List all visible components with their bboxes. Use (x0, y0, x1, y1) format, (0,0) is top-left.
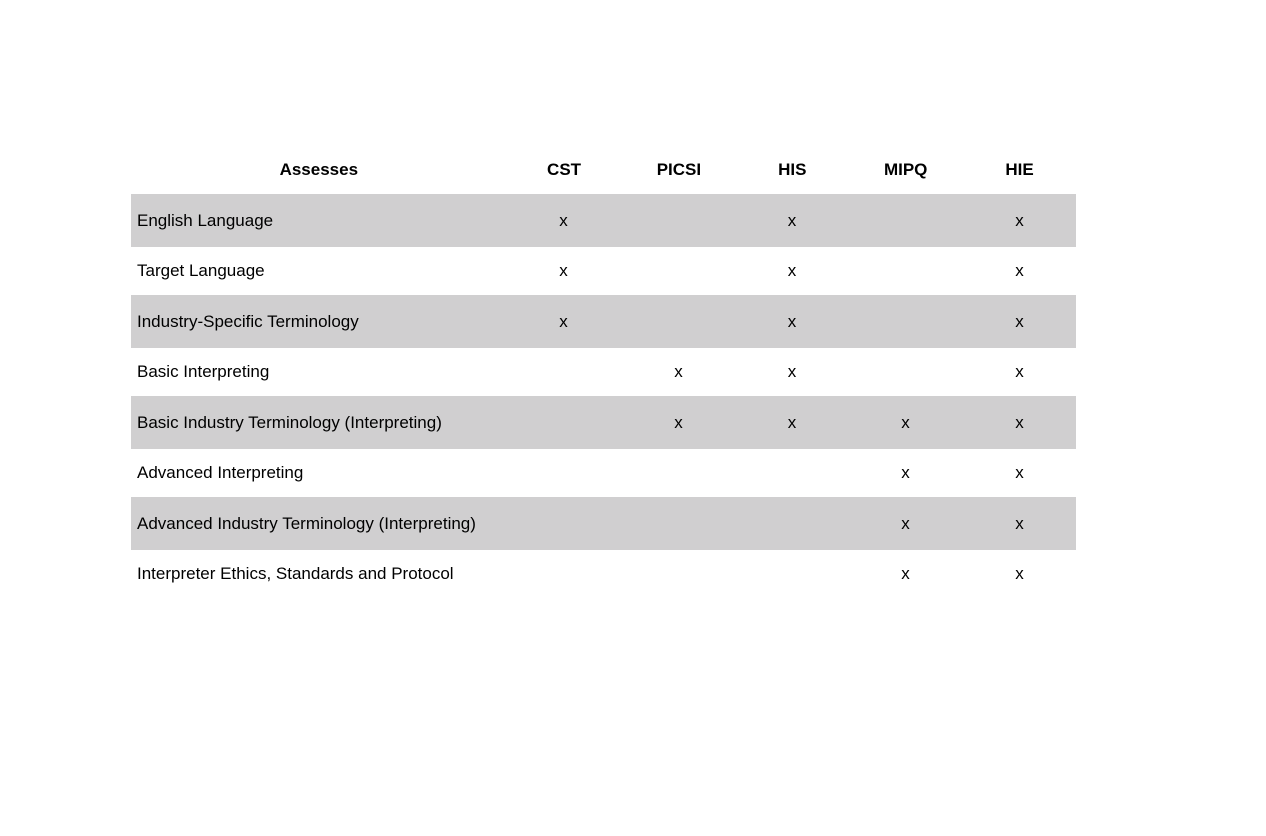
table-row (131, 295, 1076, 348)
table-row (131, 194, 1076, 247)
row-label: Basic Industry Terminology (Interpreting) (137, 412, 442, 432)
header-col-cst: CST (547, 159, 582, 179)
row-mark: x (787, 311, 797, 331)
row-mark: x (559, 210, 568, 230)
row-mark: x (674, 412, 683, 432)
table-row (131, 348, 1076, 396)
table-row (131, 550, 1076, 598)
row-label: Target Language (137, 261, 265, 280)
row-mark: x (1015, 463, 1024, 482)
row-mark: x (674, 362, 683, 381)
header-col-picsi: PICSI (656, 159, 702, 179)
table-row (131, 247, 1076, 295)
row-label: Industry-Specific Terminology (137, 311, 359, 331)
row-mark: x (1015, 564, 1024, 583)
table-row (131, 449, 1076, 497)
header-assesses: Assesses (279, 159, 359, 179)
table-row (131, 497, 1076, 550)
row-mark: x (901, 412, 910, 432)
row-label: Interpreter Ethics, Standards and Protocol (137, 564, 454, 583)
table-row (131, 396, 1076, 449)
row-mark: x (1015, 210, 1024, 230)
row-label: English Language (137, 210, 274, 230)
row-mark: x (559, 261, 568, 280)
row-mark: x (1015, 412, 1024, 432)
row-mark: x (901, 513, 910, 533)
row-label: Advanced Industry Terminology (Interpreting) (137, 513, 476, 533)
row-label: Basic Interpreting (137, 362, 270, 381)
table-header-row (131, 145, 1076, 194)
row-mark: x (1015, 261, 1024, 280)
row-mark: x (787, 261, 797, 280)
row-mark: x (1015, 513, 1024, 533)
header-col-his: HIS (778, 159, 807, 179)
header-col-mipq: MIPQ (883, 159, 928, 179)
row-mark: x (1015, 362, 1024, 381)
row-mark: x (901, 564, 910, 583)
row-mark: x (787, 362, 797, 381)
assessment-matrix-table (131, 145, 1076, 598)
row-mark: x (559, 311, 568, 331)
row-label: Advanced Interpreting (137, 463, 304, 482)
row-mark: x (787, 412, 797, 432)
header-col-hie: HIE (1005, 159, 1034, 179)
row-mark: x (1015, 311, 1024, 331)
row-mark: x (901, 463, 910, 482)
row-mark: x (787, 210, 797, 230)
